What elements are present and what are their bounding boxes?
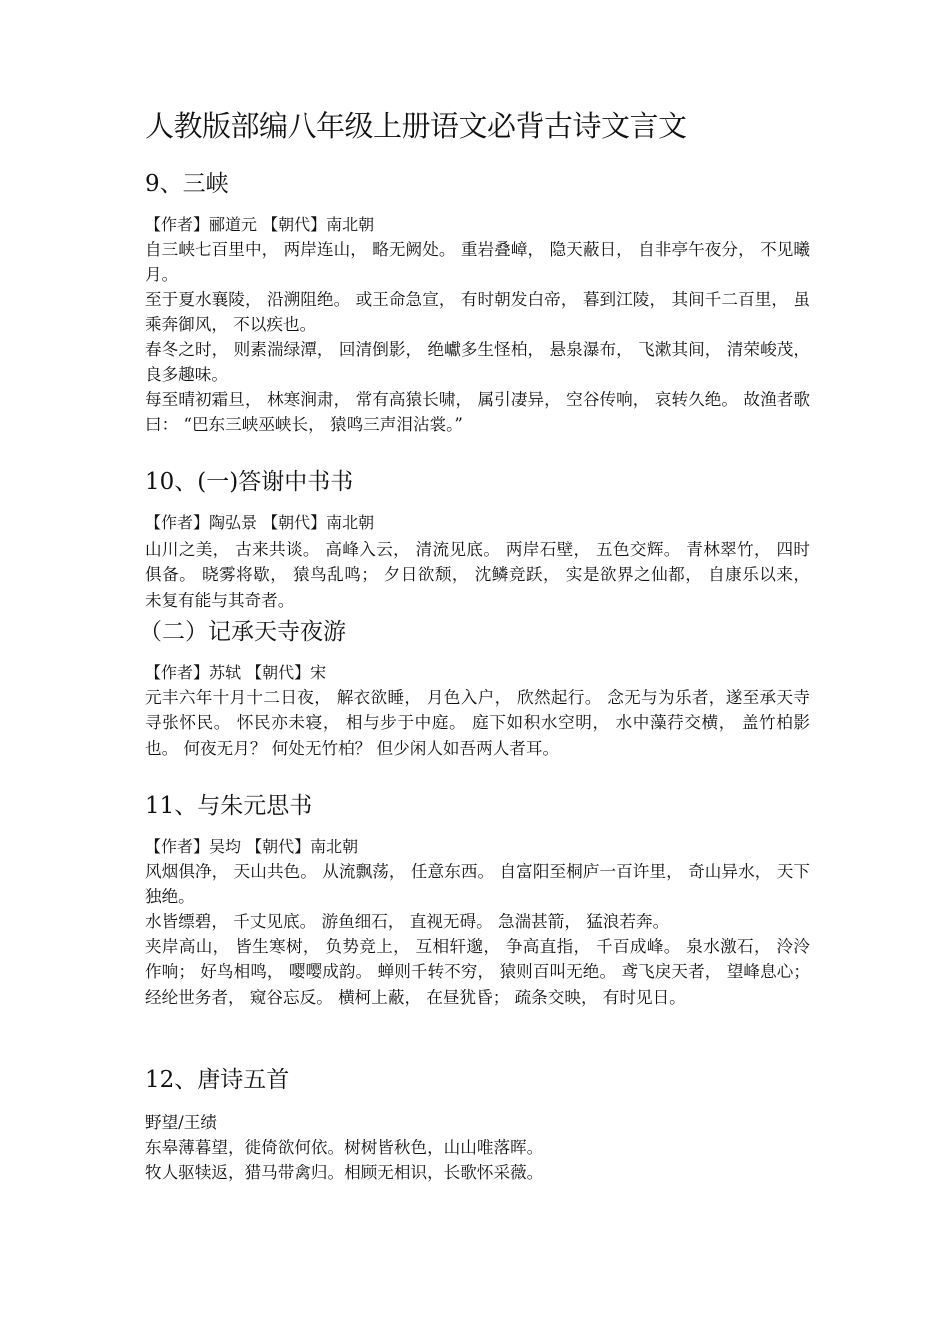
paragraph: 水皆缥碧， 千丈见底。 游鱼细石， 直视无碍。 急湍甚箭， 猛浪若奔。 bbox=[145, 912, 670, 931]
section-heading-sanxia: 9、三峡 bbox=[145, 171, 229, 197]
poem-line: 牧人驱犊返，猎马带禽归。相顾无相识，长歌怀采薇。 bbox=[145, 1163, 544, 1182]
poem-title: 野望/王绩 bbox=[145, 1113, 217, 1132]
section-heading-tang-shi-wu-shou: 12、唐诗五首 bbox=[145, 1067, 290, 1093]
paragraph: 自三峡七百里中， 两岸连山， 略无阙处。 重岩叠嶂， 隐天蔽日， 自非亭午夜分， 不见曦月。 bbox=[145, 240, 810, 285]
paragraph: 夹岸高山， 皆生寒树， 负势竞上， 互相轩邈， 争高直指， 千百成峰。 泉水激石， 泠泠作响； 好鸟相鸣， 嘤嘤成韵。 蝉则千转不穷， 猿则百叫无绝。 鸢飞戾天者， 望峰息心； 经纶世务者， 窥谷忘反。 横柯上蔽， 在昼犹昏； 疏条交映， 有时见日。 bbox=[145, 937, 810, 1007]
paragraph: 元丰六年十月十二日夜， 解衣欲睡， 月色入户， 欣然起行。 念无与为乐者，遂至承天寺寻张怀民。 怀民亦未寝， 相与步于中庭。 庭下如积水空明， 水中藻荇交横， 盖竹柏影也。 何夜无月？ 何处无竹柏？ 但少闲人如吾两人者耳。 bbox=[145, 688, 810, 758]
paragraph: 每至晴初霜旦， 林寒涧肃， 常有高猿长啸， 属引凄异， 空谷传响， 哀转久绝。 故渔者歌曰： “巴东三峡巫峡长， 猿鸣三声泪沾裳。” bbox=[145, 390, 810, 435]
poem-line: 东皋薄暮望，徙倚欲何依。树树皆秋色，山山唯落晖。 bbox=[145, 1138, 544, 1157]
paragraph: 风烟俱净， 天山共色。 从流飘荡， 任意东西。 自富阳至桐庐一百许里， 奇山异水， 天下独绝。 bbox=[145, 862, 810, 907]
section-heading-da-xie-zhong-shu-shu: 10、(一)答谢中书书 bbox=[145, 469, 354, 495]
section-heading-ji-cheng-tian-si: （二）记承天寺夜游 bbox=[139, 619, 346, 645]
page-title: 人教版部编八年级上册语文必背古诗文言文 bbox=[145, 109, 687, 143]
section-meta: 【作者】吴均 【朝代】南北朝 bbox=[145, 837, 359, 856]
section-meta: 【作者】陶弘景 【朝代】南北朝 bbox=[145, 513, 375, 532]
section-heading-yu-zhu-yuan-si-shu: 11、与朱元思书 bbox=[145, 793, 313, 819]
section-meta: 【作者】郦道元 【朝代】南北朝 bbox=[145, 215, 375, 234]
paragraph: 春冬之时， 则素湍绿潭， 回清倒影， 绝巘多生怪柏， 悬泉瀑布， 飞漱其间， 清荣峻茂， 良多趣味。 bbox=[145, 340, 810, 385]
paragraph: 山川之美， 古来共谈。 高峰入云， 清流见底。 两岸石壁， 五色交辉。 青林翠竹， 四时俱备。 晓雾将歇， 猿鸟乱鸣； 夕日欲颓， 沈鳞竞跃， 实是欲界之仙都， 自康乐以来， 未复有能与其奇者。 bbox=[145, 540, 810, 610]
paragraph: 至于夏水襄陵， 沿溯阻绝。 或王命急宣， 有时朝发白帝， 暮到江陵， 其间千二百里， 虽乘奔御风， 不以疾也。 bbox=[145, 290, 810, 335]
section-meta: 【作者】苏轼 【朝代】宋 bbox=[145, 663, 327, 682]
